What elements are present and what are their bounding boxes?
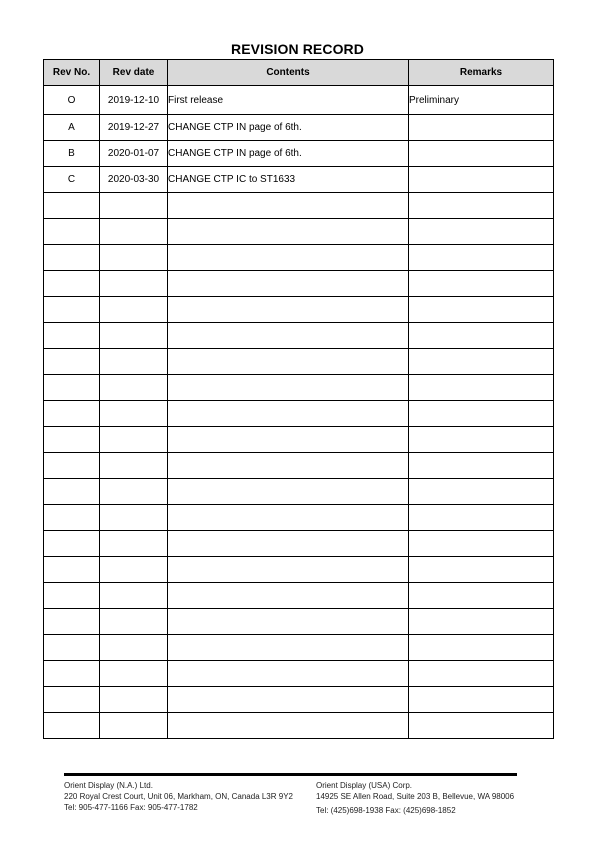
page-title: REVISION RECORD [231, 41, 364, 57]
table-row-empty [44, 687, 554, 713]
table-header-row [44, 60, 554, 86]
empty-cell [100, 193, 168, 219]
empty-cell [409, 479, 554, 505]
footer-left-address [64, 780, 293, 813]
footer-right-phone: Tel: (425)698-1938 Fax: (425)698-1852 [316, 806, 456, 815]
empty-cell [168, 609, 409, 635]
empty-cell [44, 531, 100, 557]
empty-cell [44, 219, 100, 245]
empty-cell [409, 687, 554, 713]
footer-divider [64, 773, 517, 776]
empty-cell [100, 271, 168, 297]
table-row [44, 167, 554, 193]
empty-cell [100, 583, 168, 609]
empty-cell [409, 245, 554, 271]
footer-left-phone: Tel: 905-477-1166 Fax: 905-477-1782 [64, 803, 198, 812]
empty-cell [100, 427, 168, 453]
empty-cell [168, 479, 409, 505]
empty-cell [409, 297, 554, 323]
empty-cell [44, 635, 100, 661]
empty-cell [44, 349, 100, 375]
empty-cell [168, 401, 409, 427]
empty-cell [168, 505, 409, 531]
cell-contents: CHANGE CTP IC to ST1633 [168, 167, 409, 193]
footer-right-street: 14925 SE Allen Road, Suite 203 B, Bellevue, WA 98006 [316, 792, 515, 801]
table-row [44, 141, 554, 167]
cell-rev-date: 2019-12-10 [100, 86, 168, 115]
empty-cell [409, 609, 554, 635]
cell-rev-no: A [44, 115, 100, 141]
table-row-empty [44, 375, 554, 401]
empty-cell [100, 661, 168, 687]
empty-cell [168, 453, 409, 479]
empty-cell [44, 245, 100, 271]
cell-rev-date: 2019-12-27 [100, 115, 168, 141]
empty-cell [168, 349, 409, 375]
table-row-empty [44, 297, 554, 323]
empty-cell [168, 427, 409, 453]
cell-rev-date: 2020-03-30 [100, 167, 168, 193]
empty-cell [409, 401, 554, 427]
footer-left-street: 220 Royal Crest Court, Unit 06, Markham, ON, Canada L3R 9Y2 [64, 792, 293, 801]
table-row-empty [44, 505, 554, 531]
cell-rev-date: 2020-01-07 [100, 141, 168, 167]
empty-cell [100, 401, 168, 427]
empty-cell [100, 245, 168, 271]
empty-cell [409, 375, 554, 401]
empty-cell [44, 375, 100, 401]
table-row [44, 86, 554, 115]
empty-cell [44, 609, 100, 635]
cell-rev-no: C [44, 167, 100, 193]
empty-cell [409, 661, 554, 687]
empty-cell [168, 271, 409, 297]
empty-cell [44, 427, 100, 453]
header-rev-date: Rev date [100, 60, 168, 86]
empty-cell [44, 193, 100, 219]
empty-cell [44, 583, 100, 609]
empty-cell [100, 453, 168, 479]
empty-cell [100, 635, 168, 661]
table-row-empty [44, 713, 554, 739]
empty-cell [100, 219, 168, 245]
empty-cell [409, 323, 554, 349]
empty-cell [168, 219, 409, 245]
table-row-empty [44, 557, 554, 583]
cell-rev-no: B [44, 141, 100, 167]
empty-cell [100, 713, 168, 739]
empty-cell [409, 193, 554, 219]
empty-cell [409, 713, 554, 739]
footer-right-company: Orient Display (USA) Corp. [316, 781, 413, 790]
empty-cell [44, 401, 100, 427]
table-row-empty [44, 245, 554, 271]
empty-cell [168, 375, 409, 401]
empty-cell [100, 349, 168, 375]
empty-cell [100, 297, 168, 323]
empty-cell [100, 323, 168, 349]
empty-cell [409, 635, 554, 661]
empty-cell [100, 557, 168, 583]
footer-right-address [316, 780, 514, 816]
table-row-empty [44, 427, 554, 453]
footer-left-company: Orient Display (N.A.) Ltd. [64, 781, 153, 790]
table-row-empty [44, 661, 554, 687]
table-row-empty [44, 635, 554, 661]
empty-cell [409, 271, 554, 297]
cell-contents: CHANGE CTP IN page of 6th. [168, 115, 409, 141]
empty-cell [409, 531, 554, 557]
empty-cell [100, 479, 168, 505]
header-remarks: Remarks [409, 60, 554, 86]
empty-cell [168, 583, 409, 609]
empty-cell [44, 297, 100, 323]
empty-cell [409, 583, 554, 609]
table-row-empty [44, 271, 554, 297]
empty-cell [168, 557, 409, 583]
empty-cell [409, 453, 554, 479]
empty-cell [44, 557, 100, 583]
empty-cell [168, 297, 409, 323]
table-row-empty [44, 453, 554, 479]
cell-rev-no: O [44, 86, 100, 115]
empty-cell [44, 661, 100, 687]
table-row-empty [44, 401, 554, 427]
cell-remarks [409, 115, 554, 141]
empty-cell [168, 531, 409, 557]
table-row [44, 115, 554, 141]
empty-cell [44, 479, 100, 505]
empty-cell [100, 687, 168, 713]
empty-cell [409, 219, 554, 245]
table-row-empty [44, 219, 554, 245]
empty-cell [168, 323, 409, 349]
empty-cell [409, 349, 554, 375]
empty-cell [100, 375, 168, 401]
empty-cell [44, 687, 100, 713]
table-row-empty [44, 323, 554, 349]
empty-cell [409, 505, 554, 531]
table-row-empty [44, 531, 554, 557]
table-row-empty [44, 193, 554, 219]
cell-remarks: Preliminary [409, 86, 554, 115]
cell-remarks [409, 167, 554, 193]
empty-cell [168, 687, 409, 713]
empty-cell [168, 635, 409, 661]
empty-cell [44, 453, 100, 479]
empty-cell [168, 713, 409, 739]
table-row-empty [44, 609, 554, 635]
empty-cell [409, 427, 554, 453]
table-row-empty [44, 583, 554, 609]
empty-cell [100, 531, 168, 557]
empty-cell [100, 505, 168, 531]
empty-cell [168, 661, 409, 687]
cell-contents: First release [168, 86, 409, 115]
header-contents: Contents [168, 60, 409, 86]
revision-table [43, 59, 554, 739]
empty-cell [44, 713, 100, 739]
empty-cell [44, 271, 100, 297]
header-rev-no: Rev No. [44, 60, 100, 86]
empty-cell [100, 609, 168, 635]
cell-contents: CHANGE CTP IN page of 6th. [168, 141, 409, 167]
table-row-empty [44, 349, 554, 375]
empty-cell [168, 245, 409, 271]
empty-cell [44, 505, 100, 531]
cell-remarks [409, 141, 554, 167]
empty-cell [44, 323, 100, 349]
empty-cell [409, 557, 554, 583]
empty-cell [168, 193, 409, 219]
table-row-empty [44, 479, 554, 505]
